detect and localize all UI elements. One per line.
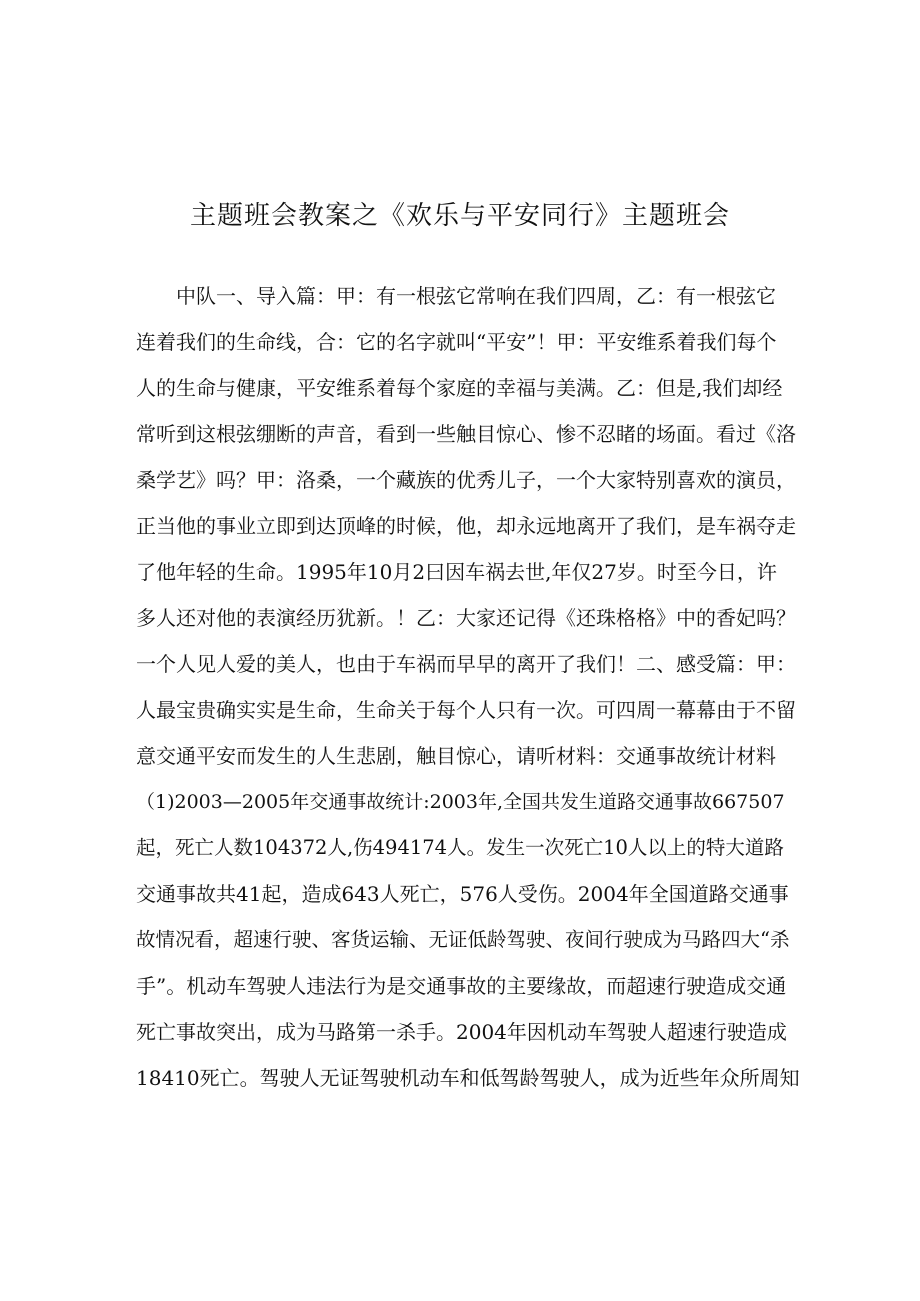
text-line: 手”。机动车驾驶人违法行为是交通事故的主要缘故，而超速行驶造成交通: [136, 974, 787, 998]
text-line: 18410死亡。驾驶人无证驾驶机动车和低驾龄驾驶人，成为近些年众所周知: [136, 1066, 800, 1090]
text-line: 交通事故共41起，造成643人死亡，576人受伤。2004年全国道路交通事: [136, 882, 789, 906]
text-line: 人最宝贵确实实是生命，生命关于每个人只有一次。可四周一幕幕由于不留: [136, 698, 796, 722]
text-line: 故情况看，超速行驶、客货运输、无证低龄驾驶、夜间行驶成为马路四大“杀: [136, 928, 790, 951]
text-line: 桑学艺》吗？甲：洛桑，一个藏族的优秀儿子，一个大家特别喜欢的演员，: [136, 468, 796, 492]
text-line: 了他年轻的生命。1995年10月2曰因车祸去世,年仅27岁。时至今日，许: [136, 560, 777, 584]
text-line: 人的生命与健康，平安维系着每个家庭的幸福与美满。乙：但是,我们却经: [136, 376, 783, 400]
body-text: [136, 273, 800, 1101]
text-line: 死亡事故突出，成为马路第一杀手。2004年因机动车驾驶人超速行驶造成: [136, 1020, 787, 1044]
text-line: 起，死亡人数104372人,伤494174人。发生一次死亡10人以上的特大道路: [136, 836, 784, 859]
document-title: 主题班会教案之《欢乐与平安同行》主题班会: [189, 201, 730, 231]
text-line: 意交通平安而发生的人生悲剧，触目惊心，请听材料：交通事故统计材料: [136, 744, 776, 768]
text-line: （1)2003—2005年交通事故统计:2003年,全国共发生道路交通事故667507: [136, 791, 785, 813]
text-line: 一个人见人爱的美人，也由于车祸而早早的离开了我们！二、感受篇：甲：: [136, 652, 796, 676]
text-line: 中队一、导入篇：甲：有一根弦它常响在我们四周，乙：有一根弦它: [136, 284, 776, 308]
text-line: 连着我们的生命线，合：它的名字就叫“平安”！甲：平安维系着我们每个: [136, 330, 777, 354]
text-line: 多人还对他的表演经历犹新。！乙：大家还记得《还珠格格》中的香妃吗？: [136, 606, 796, 630]
text-line: 正当他的事业立即到达顶峰的时候，他，却永远地离开了我们，是车祸夺走: [136, 514, 796, 538]
text-line: 常听到这根弦绷断的声音，看到一些触目惊心、惨不忍睹的场面。看过《洛: [136, 422, 796, 446]
